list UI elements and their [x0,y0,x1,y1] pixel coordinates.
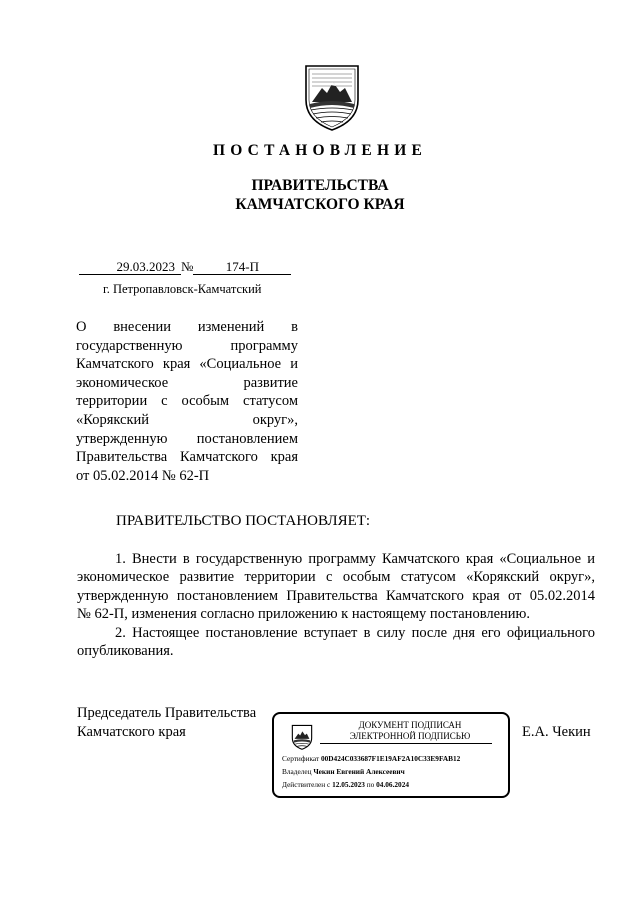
owner-label: Владелец [282,767,312,776]
validity-label: Действителен с [282,780,331,789]
number-sign: № [181,259,194,274]
subject-line: территории с особым статусом [76,393,298,410]
body-line: 2. Настоящее постановление вступает в силу после дня его официального [115,624,595,641]
kamchatka-coat-of-arms-icon [290,724,314,750]
stamp-validity-row [282,780,409,789]
signatory-name: Е.А. Чекин [522,724,591,740]
electronic-signature-stamp [272,712,510,798]
body-line: утвержденную постановлением Правительства Камчатского края от 05.02.2014 [77,587,595,604]
certificate-label: Сертификат [282,754,320,763]
subject-line: утвержденную постановлением [76,430,298,447]
subject-line: О внесении изменений в [76,319,298,335]
resolution-heading: ПРАВИТЕЛЬСТВО ПОСТАНОВЛЯЕТ: [116,513,371,529]
issuer-line-1: ПРАВИТЕЛЬСТВА [251,177,389,194]
document-date: 29.03.2023 [79,260,181,275]
body-line: экономическое развитие территории с особым статусом «Корякский округ», [77,569,595,586]
valid-from: 12.05.2023 [332,780,365,789]
subject-line: Правительства Камчатского края [76,449,298,466]
subject-line: экономическое развитие [76,374,298,391]
stamp-title-line-1: ДОКУМЕНТ ПОДПИСАН [358,720,462,730]
owner-value: Чекин Евгений Алексеевич [313,767,405,776]
signatory-position-line-2: Камчатского края [77,724,186,740]
issuer-line-2: КАМЧАТСКОГО КРАЯ [235,196,405,213]
kamchatka-coat-of-arms-icon [300,62,364,132]
subject-line: от 05.02.2014 № 62-П [76,467,210,484]
subject-line: «Корякский округ», [76,411,298,428]
place-of-issue: г. Петропавловск-Камчатский [103,282,262,296]
stamp-owner-row [282,767,405,776]
valid-to: 04.06.2024 [376,780,409,789]
body-line: № 62-П, изменения согласно приложению к настоящему постановлению. [77,606,530,623]
subject-line: Камчатского края «Социальное и [76,356,298,373]
valid-to-label: по [366,780,375,789]
document-subject [76,318,298,485]
document-number: 174-П [193,260,291,275]
stamp-certificate-row [282,754,460,763]
signatory-position-line-1: Председатель Правительства [77,705,257,721]
body-line: 1. Внести в государственную программу Камчатского края «Социальное и [115,551,595,567]
certificate-value: 00D424C033687F1E19AF2A10C33E9FAB12 [320,754,461,763]
document-type: ПОСТАНОВЛЕНИЕ [212,142,428,159]
body-line: опубликования. [77,642,174,659]
stamp-divider [320,743,492,744]
document-body [77,550,595,660]
subject-line: государственную программу [76,337,298,354]
registration-line [79,259,291,275]
stamp-title-line-2: ЭЛЕКТРОННОЙ ПОДПИСЬЮ [349,731,471,741]
